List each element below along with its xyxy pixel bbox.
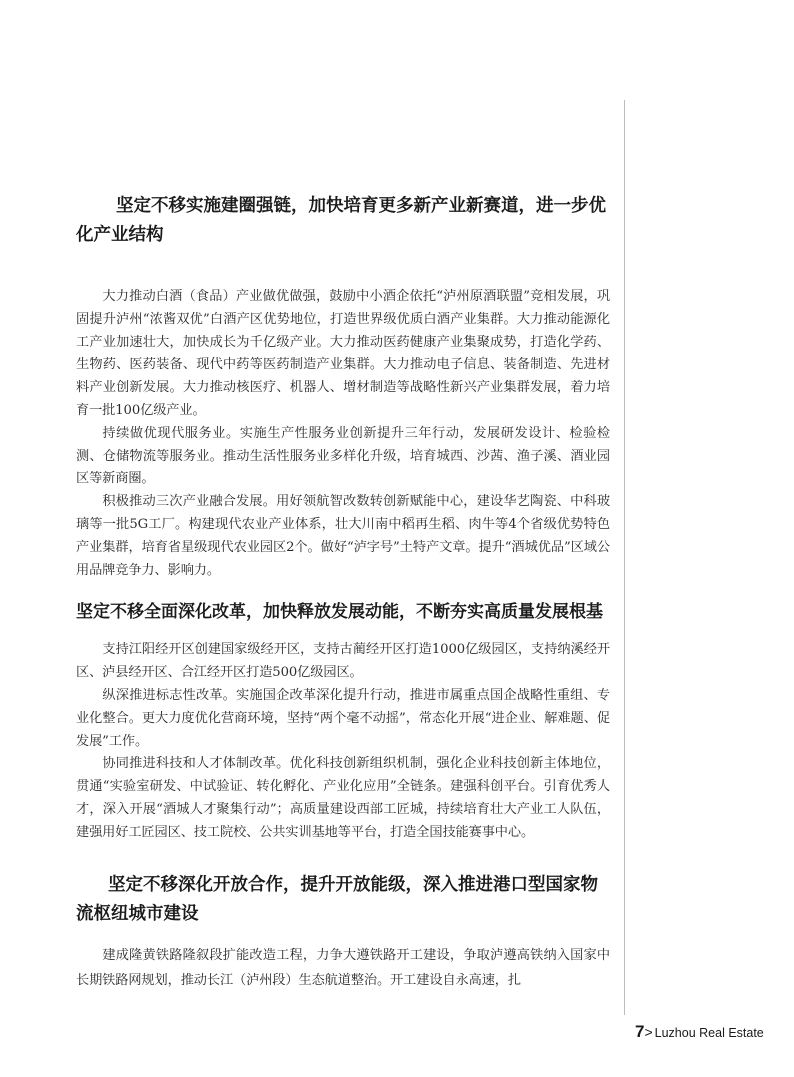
arrow-icon: >: [644, 1024, 653, 1040]
column-divider: [624, 100, 625, 1015]
magazine-name: Luzhou Real Estate: [654, 1026, 764, 1040]
page-number: 7: [635, 1022, 645, 1041]
paragraph: 大力推动白酒（食品）产业做优做强，鼓励中小酒企依托“泸州原酒联盟”竞相发展，巩固提升泸州“浓酱双优”白酒产区优势地位，打造世界级优质白酒产业集群。大力推动能源化工产业加速壮大，加快成长为千亿级产业。大力推动医药健康产业集聚成势，打造化学药、生物药、医药装备、现代中药等医药制造产业集群。大力推动电子信息、装备制造、先进材料产业创新发展。大力推动核医疗、机器人、增材制造等战略性新兴产业集群发展，着力培育一批100亿级产业。: [76, 289, 610, 418]
section-reform: [76, 598, 610, 844]
paragraph: 纵深推进标志性改革。实施国企改革深化提升行动，推进市属重点国企战略性重组、专业化整合。更大力度优化营商环境，坚持“两个毫不动摇”，常态化开展“进企业、解难题、促发展”工作。: [76, 687, 610, 749]
paragraph: 支持江阳经开区创建国家级经开区，支持古蔺经开区打造1000亿级园区，支持纳溪经开区、泸县经开区、合江经开区打造500亿级园区。: [76, 642, 610, 681]
section-heading: 坚定不移全面深化改革，加快释放发展动能，不断夯实高质量发展根基: [76, 602, 603, 623]
paragraph: 协同推进科技和人才体制改革。优化科技创新组织机制，强化企业科技创新主体地位，贯通“实验室研发、中试验证、转化孵化、产业化应用”全链条。建强科创平台。引育优秀人才，深入开展“酒城人才聚集行动”；高质量建设西部工匠城，持续培育壮大产业工人队伍，建强用好工匠园区、技工院校、公共实训基地等平台，打造全国技能赛事中心。: [76, 756, 610, 840]
section-heading: 坚定不移深化开放合作，提升开放能级，深入推进港口型国家物流枢纽城市建设: [76, 874, 598, 924]
page-footer: [635, 1022, 764, 1042]
paragraph: 积极推动三次产业融合发展。用好领航智改数转创新赋能中心，建设华艺陶瓷、中科玻璃等一批5G工厂。构建现代农业产业体系，壮大川南中稻再生稻、肉牛等4个省级优势特色产业集群，培育省星级现代农业园区2个。做好“泸字号”土特产文章。提升“酒城优品”区域公用品牌竞争力、影响力。: [76, 494, 610, 578]
section-opening: [76, 871, 610, 994]
section-heading: 坚定不移实施建圈强链，加快培育更多新产业新赛道，进一步优化产业结构: [76, 196, 606, 245]
section-industry: [76, 192, 610, 582]
paragraph: 建成隆黄铁路隆叙段扩能改造工程，力争大遵铁路开工建设，争取泸遵高铁纳入国家中长期铁路网规划，推动长江（泸州段）生态航道整治。开工建设自永高速，扎: [76, 947, 610, 989]
article-body: [76, 148, 610, 994]
paragraph: 持续做优现代服务业。实施生产性服务业创新提升三年行动，发展研发设计、检验检测、仓储物流等服务业。推动生活性服务业多样化升级，培育城西、沙茜、渔子溪、酒业园区等新商圈。: [76, 425, 610, 487]
